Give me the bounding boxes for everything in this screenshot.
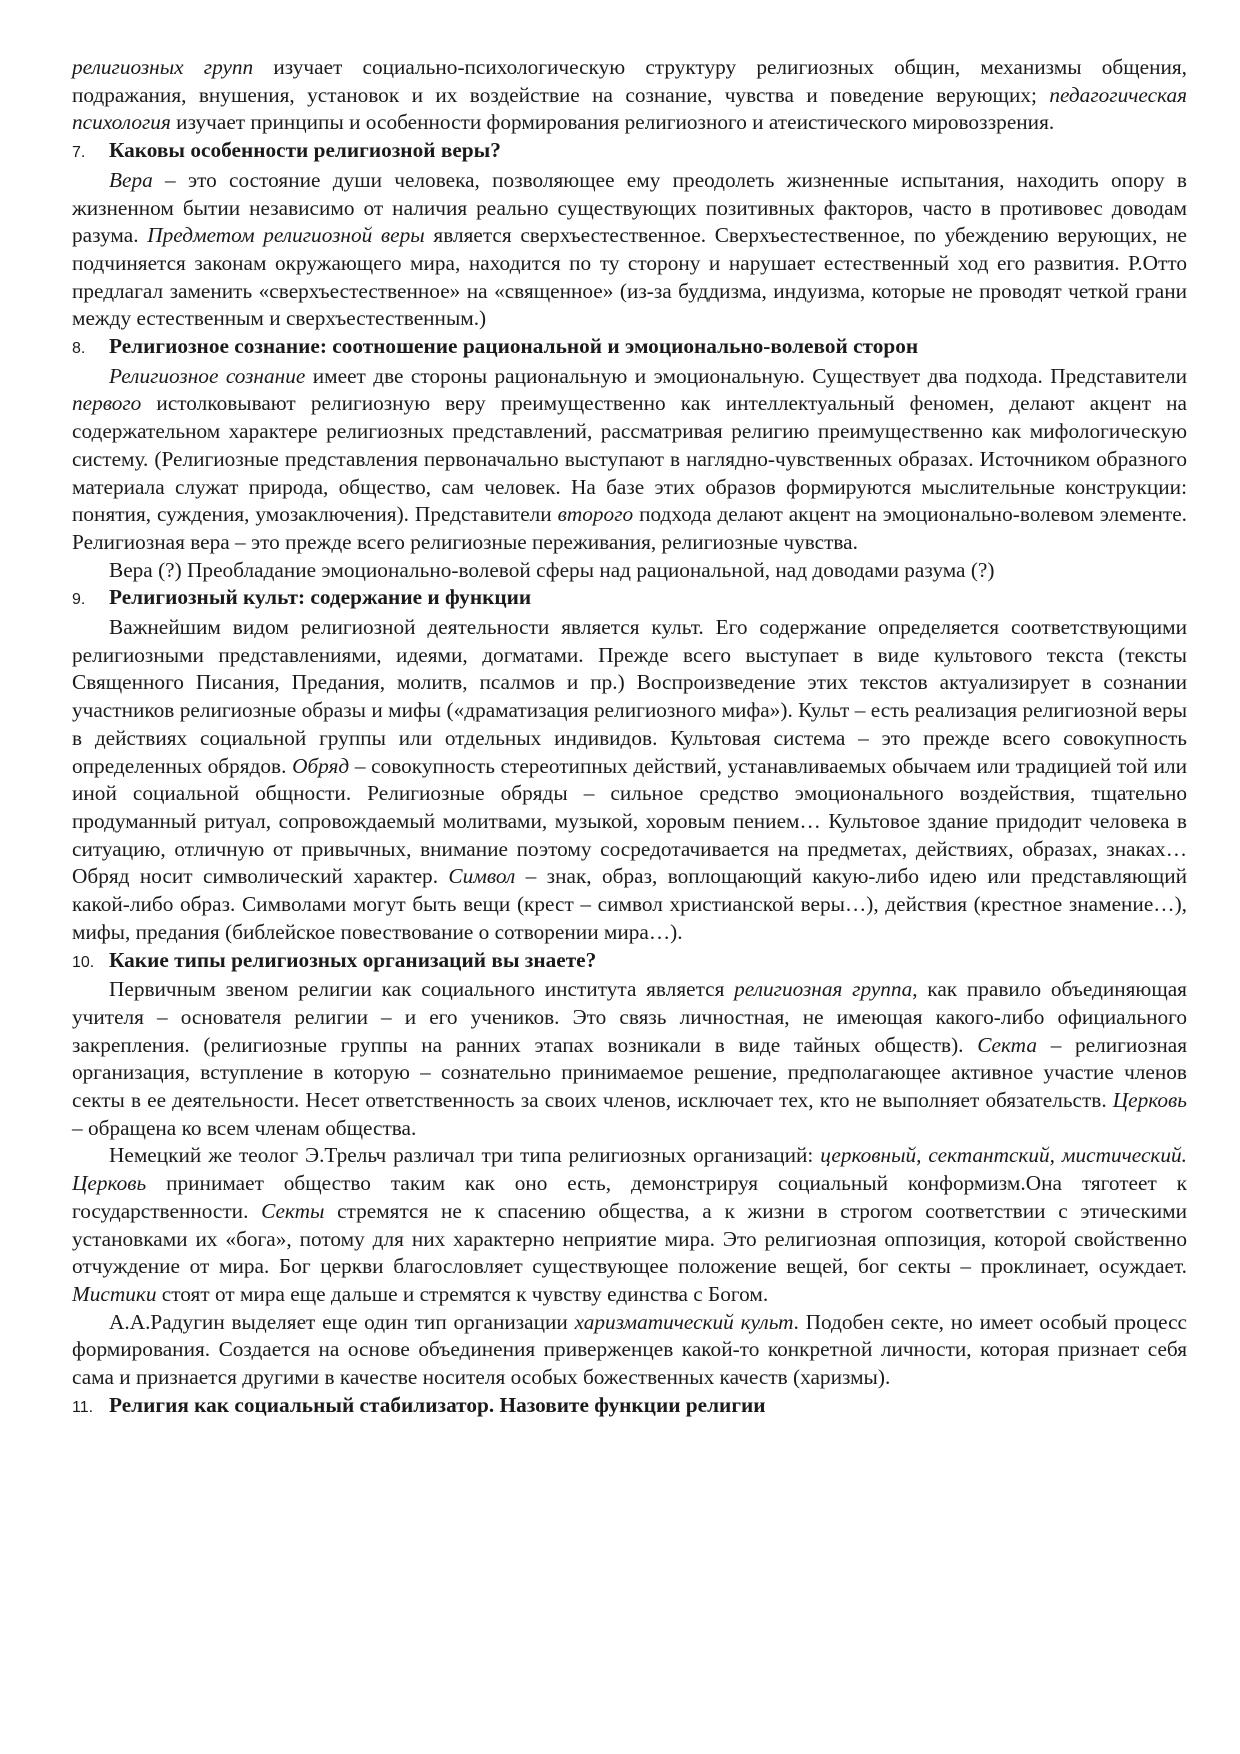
italic-term: Религиозное сознание	[109, 363, 306, 388]
italic-term: Секта	[977, 1032, 1037, 1057]
body-paragraph	[72, 1309, 1187, 1392]
body-paragraph	[72, 557, 1187, 585]
body-paragraph	[72, 54, 1187, 137]
text-run: Важнейшим видом религиозной деятельности является культ. Его содержание определяется соответствующими религиозными представлениями, идеями, догматами. Прежде всего выступает в виде культового текста (тексты Священного Писания, Предания, молитв, псалмов и пр.) Воспроизведение этих текстов актуализирует в сознании участников религиозные образы и мифы («драматизация религиозного мифа»). Культ – есть реализация религиозной веры в действиях социальной группы или отдельных индивидов. Культовая система – это прежде всего совокупность определенных обрядов.	[72, 615, 1187, 778]
italic-term: харизматический культ	[574, 1309, 794, 1334]
body-paragraph	[72, 976, 1187, 1142]
section-heading	[72, 137, 1187, 167]
body-paragraph	[72, 1142, 1187, 1308]
italic-term: Предметом религиозной веры	[147, 223, 425, 248]
text-run: Немецкий же теолог Э.Трельч различал три типа религиозных организаций:	[109, 1143, 821, 1168]
document-page	[72, 54, 1187, 1421]
text-run: – религиозная организация, вступление в которую – сознательно принимаемое решение, предполагающее активное участие членов секты в ее деятельности. Несет ответственность за своих членов, исключает тех, кто не выполняет обязательств.	[72, 1032, 1188, 1113]
section-heading	[72, 1392, 1187, 1422]
italic-term: первого	[72, 391, 142, 416]
section-title: Религиозное сознание: соотношение рациональной и эмоционально-волевой сторон	[109, 334, 919, 359]
italic-term: религиозных групп	[72, 55, 254, 79]
text-run: принимает общество таким как оно есть, демонстрируя социальный конформизм.Она тяготеет к государственности.	[72, 1171, 1187, 1223]
text-run: изучает принципы и особенности формирования религиозного и атеистического мировоззрения.	[170, 110, 1055, 135]
section-title: Религия как социальный стабилизатор. Назовите функции религии	[109, 1392, 766, 1417]
italic-term: Церковь	[1112, 1088, 1187, 1113]
text-run: – знак, образ, воплощающий какую-либо идею или представляющий какой-либо образ. Символами могут быть вещи (крест – символ христианской веры…), действия (крестное знамение…), мифы, предания (библейское повествование о сотворении мира…).	[72, 864, 1187, 944]
text-run: изучает социально-психологическую структуру религиозных общин, механизмы общения, подражания, внушения, установок и их воздействие на сознание, чувства и поведение верующих;	[72, 55, 1187, 107]
text-run: , как правило объединяющая учителя – основателя религии – и его учеников. Это связь личностная, не имеющая какого-либо официального закрепления. (религиозные группы на ранних этапах возникали в виде тайных обществ).	[72, 977, 1187, 1057]
body-paragraph	[72, 363, 1187, 557]
italic-term: Обряд	[292, 753, 350, 778]
text-run: – обращена ко всем членам общества.	[72, 1115, 417, 1140]
text-run: – это состояние души человека, позволяющее ему преодолеть жизненные испытания, находить опору в жизненном бытии независимо от наличия реально существующих позитивных факторов, часто в противовес доводам разума.	[72, 167, 1187, 248]
text-run: . Подобен секте, но имеет особый процесс формирования. Создается на основе объединения приверженцев какой-то конкретной личности, которая признает себя сама и признается другими в качестве носителя особых божественных качеств (харизмы).	[72, 1309, 1188, 1390]
section-number: 11.	[72, 1398, 94, 1416]
italic-term: религиозная группа	[734, 977, 913, 1002]
italic-term: Символ	[448, 864, 516, 889]
section-title: Религиозный культ: содержание и функции	[109, 585, 532, 610]
text-run: – совокупность стереотипных действий, устанавливаемых обычаем или традицией той или иной социальной общности. Религиозные обряды – сильное средство эмоционального воздействия, тщательно продуманный ритуал, сопровождаемый молитвами, музыкой, хоровым пением… Культовое здание придодит человека в ситуацию, отличную от привычных, внимание поэтому сосредотачивается на предметах, действиях, образах, знаках… Обряд носит символический характер.	[72, 753, 1187, 889]
italic-term: Секты	[261, 1198, 325, 1223]
text-run: стоят от мира еще дальше и стремятся к чувству единства с Богом.	[156, 1281, 769, 1306]
section-number: 8.	[72, 340, 86, 358]
italic-term: церковный, сектантский, мистический. Церковь	[72, 1143, 1187, 1196]
text-run: А.А.Радугин выделяет еще один тип организации	[109, 1309, 575, 1334]
text-run: Вера (?) Преобладание эмоционально-волевой сферы над рациональной, над доводами разума (?)	[109, 557, 995, 582]
section-heading	[72, 947, 1187, 977]
section-heading	[72, 584, 1187, 614]
section-title: Каковы особенности религиозной веры?	[109, 138, 501, 163]
section-heading	[72, 333, 1187, 363]
italic-term: педагогическая психология	[72, 82, 1187, 135]
text-run: является сверхъестественное. Сверхъестественное, по убеждению верующих, не подчиняется законам окружающего мира, находится по ту сторону и нарушает естественный ход его развития. Р.Отто предлагал заменить «сверхъестественное» на «священное» (из-за буддизма, индуизма, которые не проводят четкой грани между естественным и сверхъестественным.)	[72, 223, 1187, 331]
body-paragraph	[72, 167, 1187, 333]
italic-term: Вера	[109, 167, 153, 192]
body-paragraph	[72, 614, 1187, 946]
italic-term: второго	[557, 502, 634, 527]
section-number: 10.	[72, 953, 95, 971]
section-number: 7.	[72, 144, 86, 162]
text-run: подхода делают акцент на эмоционально-волевом элементе. Религиозная вера – это прежде всего религиозные переживания, религиозные чувства.	[72, 502, 1187, 554]
section-number: 9.	[72, 591, 86, 609]
text-run: истолковывают религиозную веру преимущественно как интеллектуальный феномен, делают акцент на содержательном характере религиозных представлений, рассматривая религию преимущественно как мифологическую систему. (Религиозные представления первоначально выступают в наглядно-чувственных образах. Источником образного материала служат природа, общество, сам человек. На базе этих образов формируются мыслительные конструкции: понятия, суждения, умозаключения). Представители	[72, 391, 1187, 527]
section-title: Какие типы религиозных организаций вы знаете?	[109, 947, 597, 972]
text-run: стремятся не к спасению общества, а к жизни в строгом соответствии с этическими установками их «бога», потому для них характерно неприятие мира. Это религиозная оппозиция, которой свойственно отчуждение от мира. Бог церкви благословляет существующее положение вещей, бог секты – проклинает, осуждает.	[72, 1198, 1187, 1279]
text-run: имеет две стороны рациональную и эмоциональную. Существует два подхода. Представители	[305, 363, 1187, 388]
text-run: Первичным звеном религии как социального института является	[109, 977, 735, 1002]
italic-term: Мистики	[72, 1281, 157, 1306]
